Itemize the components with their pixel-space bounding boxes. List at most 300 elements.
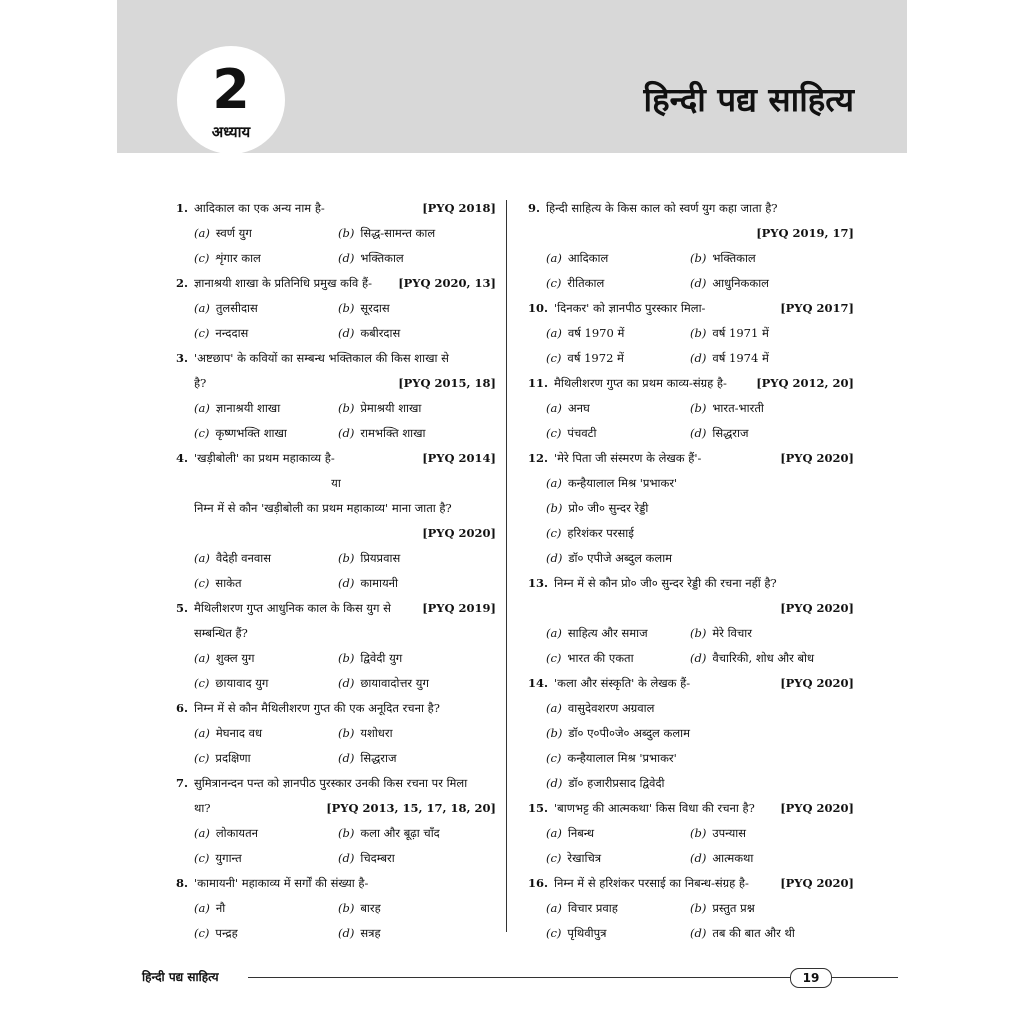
option-text: ज्ञानाश्रयी शाखा (215, 401, 281, 415)
options-grid (528, 246, 854, 296)
options-grid (176, 546, 496, 596)
option-text: वासुदेवशरण अग्रवाल (567, 701, 655, 715)
question-line (528, 371, 854, 396)
option-letter: (b) (338, 726, 355, 740)
option-item (338, 246, 496, 271)
options-grid (528, 396, 854, 446)
option-letter: (b) (546, 501, 563, 515)
question-text: हिन्दी साहित्य के किस काल को स्वर्ण युग कहा जाता है? (546, 201, 778, 215)
options-grid (528, 896, 854, 946)
question-line (528, 446, 854, 471)
question-line (176, 271, 496, 296)
question-number: 13. (528, 576, 549, 590)
chapter-number: 2 (212, 58, 250, 121)
option-item (338, 296, 496, 321)
option-text: वैचारिकी, शोध और बोध (712, 651, 815, 665)
question-number: 8. (176, 876, 189, 890)
option-text: आत्मकथा (712, 851, 754, 865)
question-text-group (176, 446, 335, 471)
footer-chapter-label: हिन्दी पद्य साहित्य (142, 970, 219, 984)
question-item (176, 346, 496, 446)
question-text-group (176, 771, 467, 796)
option-item (338, 546, 496, 571)
question-line (176, 446, 496, 471)
question-text-group (176, 196, 325, 221)
page-number: 19 (790, 968, 832, 988)
option-text: कबीरदास (360, 326, 401, 340)
option-item (194, 246, 338, 271)
option-text: स्वर्ण युग (215, 226, 252, 240)
question-number: 11. (528, 376, 549, 390)
right-question-column (528, 196, 854, 946)
options-grid (528, 471, 854, 571)
option-item (690, 271, 854, 296)
question-text: आदिकाल का एक अन्य नाम है- (194, 201, 325, 215)
option-letter: (b) (338, 301, 355, 315)
option-item (690, 246, 854, 271)
option-letter: (b) (690, 251, 707, 265)
option-text: रामभक्ति शाखा (360, 426, 426, 440)
option-text: वर्ष 1974 में (712, 351, 769, 365)
option-text: सत्रह (360, 926, 381, 940)
question-item (528, 446, 854, 571)
pyq-tag: [PYQ 2020, 13] (398, 276, 496, 290)
option-letter: (c) (546, 926, 562, 940)
question-text: ज्ञानाश्रयी शाखा के प्रतिनिधि प्रमुख कवि हैं- (194, 276, 372, 290)
option-letter: (a) (194, 726, 210, 740)
option-text: बारह (360, 901, 381, 915)
question-number: 3. (176, 351, 189, 365)
question-text: 'बाणभट्ट की आत्मकथा' किस विधा की रचना है? (554, 801, 755, 815)
chapter-title: हिन्दी पद्य साहित्य (643, 80, 854, 119)
option-item (338, 846, 496, 871)
chapter-label: अध्याय (211, 123, 251, 141)
option-text: भारत-भारती (712, 401, 764, 415)
option-letter: (c) (194, 576, 210, 590)
question-number: 2. (176, 276, 189, 290)
option-text: प्रेमाश्रयी शाखा (360, 401, 422, 415)
question-item (528, 296, 854, 371)
question-line (176, 696, 496, 721)
question-text: 'मेरे पिता जी संस्मरण के लेखक हैं'- (554, 451, 702, 465)
question-text: 'कला और संस्कृति' के लेखक हैं- (554, 676, 691, 690)
option-text: कृष्णभक्ति शाखा (215, 426, 287, 440)
pyq-tag: [PYQ 2019] (422, 601, 496, 615)
option-letter: (a) (194, 551, 210, 565)
option-item (546, 771, 854, 796)
option-item (194, 671, 338, 696)
option-letter: (d) (338, 751, 355, 765)
question-item (176, 596, 496, 696)
or-separator: या (331, 476, 341, 490)
option-item (546, 271, 690, 296)
option-item (338, 821, 496, 846)
option-letter: (a) (194, 651, 210, 665)
question-number: 15. (528, 801, 549, 815)
option-letter: (c) (546, 426, 562, 440)
pyq-tag: [PYQ 2013, 15, 17, 18, 20] (326, 801, 496, 815)
options-grid (528, 821, 854, 871)
question-text-group (176, 271, 372, 296)
option-item (338, 671, 496, 696)
option-item (194, 546, 338, 571)
option-item (546, 646, 690, 671)
option-text: भक्तिकाल (712, 251, 756, 265)
question-text-group (528, 446, 701, 471)
pyq-tag: [PYQ 2020] (780, 676, 854, 690)
option-letter: (b) (338, 226, 355, 240)
question-number: 12. (528, 451, 549, 465)
option-text: सिद्धराज (712, 426, 749, 440)
option-item (338, 421, 496, 446)
pyq-tag: [PYQ 2012, 20] (756, 376, 854, 390)
option-text: भारत की एकता (567, 651, 634, 665)
option-text: मेघनाद वध (215, 726, 263, 740)
option-text: साहित्य और समाज (567, 626, 648, 640)
option-item (690, 321, 854, 346)
question-item (176, 771, 496, 871)
question-line (528, 671, 854, 696)
option-letter: (d) (338, 676, 355, 690)
option-item (546, 696, 854, 721)
option-text: मेरे विचार (712, 626, 752, 640)
question-number: 5. (176, 601, 189, 615)
option-text: उपन्यास (712, 826, 746, 840)
question-line (528, 571, 854, 596)
question-line-continued (176, 371, 496, 396)
question-line (528, 296, 854, 321)
option-item (194, 321, 338, 346)
option-text: डॉ० एपीजे अब्दुल कलाम (568, 551, 673, 565)
option-text: द्विवेदी युग (360, 651, 403, 665)
option-text: आदिकाल (567, 251, 609, 265)
option-item (546, 896, 690, 921)
option-item (546, 496, 854, 521)
question-text-group (528, 296, 705, 321)
option-text: तब की बात और थी (712, 926, 795, 940)
option-item (338, 321, 496, 346)
options-grid (528, 621, 854, 671)
option-item (546, 321, 690, 346)
question-text-continued: था? (194, 801, 211, 815)
option-letter: (d) (338, 576, 355, 590)
question-line (176, 871, 496, 896)
option-letter: (d) (546, 776, 563, 790)
option-text: अनघ (567, 401, 590, 415)
option-letter: (a) (546, 826, 562, 840)
option-letter: (a) (546, 326, 562, 340)
pyq-tag: [PYQ 2017] (780, 301, 854, 315)
option-text: शृंगार काल (215, 251, 261, 265)
option-item (546, 246, 690, 271)
options-grid (176, 396, 496, 446)
option-item (690, 346, 854, 371)
option-letter: (d) (690, 426, 707, 440)
option-text: वैदेही वनवास (215, 551, 272, 565)
option-text: सिद्ध-सामन्त काल (360, 226, 436, 240)
option-letter: (a) (194, 301, 210, 315)
question-item (176, 196, 496, 271)
option-text: प्रदक्षिणा (215, 751, 251, 765)
question-item (176, 696, 496, 771)
option-letter: (a) (546, 626, 562, 640)
option-item (546, 921, 690, 946)
option-text: कामायनी (360, 576, 399, 590)
option-letter: (b) (546, 726, 563, 740)
option-item (194, 221, 338, 246)
option-letter: (c) (194, 251, 210, 265)
option-item (546, 421, 690, 446)
option-letter: (a) (546, 901, 562, 915)
option-item (338, 571, 496, 596)
question-item (528, 871, 854, 946)
option-item (690, 621, 854, 646)
question-text: निम्न में से कौन प्रो० जी० सुन्दर रेड्डी की रचना नहीं है? (554, 576, 777, 590)
option-item (546, 621, 690, 646)
option-item (338, 921, 496, 946)
question-number: 14. (528, 676, 549, 690)
question-item (176, 871, 496, 946)
option-item (338, 721, 496, 746)
question-number: 10. (528, 301, 549, 315)
question-number: 16. (528, 876, 549, 890)
options-grid (528, 321, 854, 371)
option-item (546, 721, 854, 746)
options-grid (528, 696, 854, 796)
option-letter: (a) (546, 251, 562, 265)
question-line-continued (176, 796, 496, 821)
question-text-continued: है? (194, 376, 207, 390)
question-item (528, 371, 854, 446)
option-letter: (c) (194, 851, 210, 865)
options-grid (176, 646, 496, 696)
question-item (528, 571, 854, 671)
option-text: नौ (215, 901, 226, 915)
option-letter: (a) (546, 476, 562, 490)
option-text: कला और बूढ़ा चाँद (360, 826, 440, 840)
pyq-tag: [PYQ 2020] (780, 601, 854, 615)
option-letter: (d) (338, 426, 355, 440)
question-number: 1. (176, 201, 189, 215)
options-grid (176, 821, 496, 871)
option-letter: (b) (338, 826, 355, 840)
option-letter: (b) (338, 401, 355, 415)
question-line (176, 596, 496, 646)
option-text: निबन्ध (567, 826, 595, 840)
question-text-group (176, 346, 449, 371)
option-letter: (b) (690, 826, 707, 840)
option-item (194, 296, 338, 321)
question-text-group (528, 671, 690, 696)
question-line (176, 196, 496, 221)
option-text: हरिशंकर परसाई (567, 526, 634, 540)
option-text: पृथिवीपुत्र (567, 926, 607, 940)
option-letter: (a) (194, 826, 210, 840)
option-text: कन्हैयालाल मिश्र 'प्रभाकर' (567, 476, 678, 490)
option-text: लोकायतन (215, 826, 259, 840)
option-item (690, 421, 854, 446)
options-grid (176, 721, 496, 771)
question-item (176, 271, 496, 346)
option-item (338, 896, 496, 921)
option-letter: (a) (194, 401, 210, 415)
pyq-tag: [PYQ 2015, 18] (398, 376, 496, 390)
option-letter: (d) (690, 926, 707, 940)
question-line (528, 196, 854, 221)
option-letter: (c) (194, 326, 210, 340)
question-line (528, 796, 854, 821)
option-letter: (c) (194, 426, 210, 440)
option-item (546, 546, 854, 571)
question-item (528, 196, 854, 296)
option-text: वर्ष 1972 में (567, 351, 624, 365)
option-letter: (d) (338, 926, 355, 940)
question-text: 'खड़ीबोली' का प्रथम महाकाव्य है- (194, 451, 335, 465)
option-text: डॉ० ए०पी०जे० अब्दुल कलाम (568, 726, 690, 740)
option-text: कन्हैयालाल मिश्र 'प्रभाकर' (567, 751, 677, 765)
question-item (176, 446, 496, 596)
option-text: रीतिकाल (567, 276, 605, 290)
question-text-group (176, 871, 368, 896)
question-text-group (528, 871, 749, 896)
pyq-tag: [PYQ 2019, 17] (756, 226, 854, 240)
option-item (690, 921, 854, 946)
option-letter: (a) (546, 701, 562, 715)
option-letter: (c) (546, 276, 562, 290)
option-letter: (d) (690, 276, 707, 290)
option-letter: (a) (194, 901, 210, 915)
option-text: छायावाद युग (215, 676, 269, 690)
option-item (690, 821, 854, 846)
option-text: रेखाचित्र (567, 851, 602, 865)
option-text: प्रियप्रवास (360, 551, 401, 565)
question-item (528, 671, 854, 796)
question-number: 6. (176, 701, 189, 715)
option-text: यशोधरा (360, 726, 393, 740)
column-divider (506, 200, 507, 932)
option-letter: (d) (546, 551, 563, 565)
question-text-group (528, 371, 727, 396)
option-letter: (b) (690, 326, 707, 340)
option-letter: (c) (194, 926, 210, 940)
question-item (528, 796, 854, 871)
question-number: 4. (176, 451, 189, 465)
question-text-group (528, 571, 777, 596)
option-letter: (c) (546, 351, 562, 365)
option-item (546, 346, 690, 371)
option-text: तुलसीदास (215, 301, 258, 315)
option-letter: (b) (690, 901, 707, 915)
question-line (176, 346, 496, 371)
option-text: चिदम्बरा (360, 851, 395, 865)
question-text-group (176, 596, 422, 646)
option-text: वर्ष 1970 में (567, 326, 625, 340)
option-letter: (c) (546, 526, 562, 540)
option-item (194, 846, 338, 871)
left-question-column (176, 196, 496, 946)
chapter-badge (177, 46, 285, 154)
option-item (194, 721, 338, 746)
option-text: प्रस्तुत प्रश्न (712, 901, 755, 915)
question-text: निम्न में से कौन मैथिलीशरण गुप्त की एक अनूदित रचना है? (194, 701, 440, 715)
question-line (528, 871, 854, 896)
pyq-tag: [PYQ 2020] (780, 876, 854, 890)
option-item (194, 921, 338, 946)
option-item (546, 471, 854, 496)
option-letter: (b) (338, 901, 355, 915)
option-text: नन्ददास (215, 326, 249, 340)
question-number: 9. (528, 201, 541, 215)
option-letter: (d) (338, 851, 355, 865)
option-letter: (c) (194, 676, 210, 690)
option-text: भक्तिकाल (360, 251, 404, 265)
option-letter: (d) (338, 326, 355, 340)
option-item (690, 896, 854, 921)
pyq-tag: [PYQ 2014] (422, 451, 496, 465)
option-letter: (d) (690, 651, 707, 665)
option-item (546, 396, 690, 421)
option-letter: (a) (194, 226, 210, 240)
option-item (194, 646, 338, 671)
option-item (690, 646, 854, 671)
option-letter: (b) (338, 651, 355, 665)
option-text: पन्द्रह (215, 926, 238, 940)
option-text: प्रो० जी० सुन्दर रेड्डी (568, 501, 649, 515)
alternate-question-text: निम्न में से कौन 'खड़ीबोली का प्रथम महाकाव्य' माना जाता है? (194, 501, 452, 515)
option-item (194, 421, 338, 446)
option-item (546, 521, 854, 546)
option-item (338, 221, 496, 246)
options-grid (176, 896, 496, 946)
option-item (194, 896, 338, 921)
option-text: सिद्धराज (360, 751, 397, 765)
options-grid (176, 221, 496, 271)
options-grid (176, 296, 496, 346)
option-text: वर्ष 1971 में (712, 326, 769, 340)
pyq-tag: [PYQ 2020] (780, 451, 854, 465)
option-letter: (b) (690, 401, 707, 415)
pyq-tag: [PYQ 2020] (780, 801, 854, 815)
option-letter: (c) (546, 851, 562, 865)
option-item (546, 846, 690, 871)
question-text: 'कामायनी' महाकाव्य में सर्गों की संख्या है- (194, 876, 369, 890)
question-line (176, 771, 496, 796)
option-letter: (b) (690, 626, 707, 640)
option-letter: (d) (338, 251, 355, 265)
question-number: 7. (176, 776, 189, 790)
option-item (338, 396, 496, 421)
option-letter: (c) (194, 751, 210, 765)
question-text: निम्न में से हरिशंकर परसाई का निबन्ध-संग्रह है- (554, 876, 749, 890)
option-letter: (c) (546, 751, 562, 765)
option-letter: (b) (338, 551, 355, 565)
option-text: शुक्ल युग (215, 651, 255, 665)
option-text: साकेत (215, 576, 242, 590)
option-item (194, 821, 338, 846)
question-text: मैथिलीशरण गुप्त आधुनिक काल के किस युग से सम्बन्धित हैं? (194, 601, 391, 640)
question-text: 'दिनकर' को ज्ञानपीठ पुरस्कार मिला- (554, 301, 706, 315)
option-letter: (d) (690, 351, 707, 365)
option-letter: (a) (546, 401, 562, 415)
question-text: सुमित्रानन्दन पन्त को ज्ञानपीठ पुरस्कार उनकी किस रचना पर मिला (194, 776, 468, 790)
option-text: आधुनिककाल (712, 276, 769, 290)
question-text-group (176, 696, 440, 721)
pyq-tag: [PYQ 2018] (422, 201, 496, 215)
option-item (546, 821, 690, 846)
option-item (690, 846, 854, 871)
option-item (546, 746, 854, 771)
option-item (194, 571, 338, 596)
